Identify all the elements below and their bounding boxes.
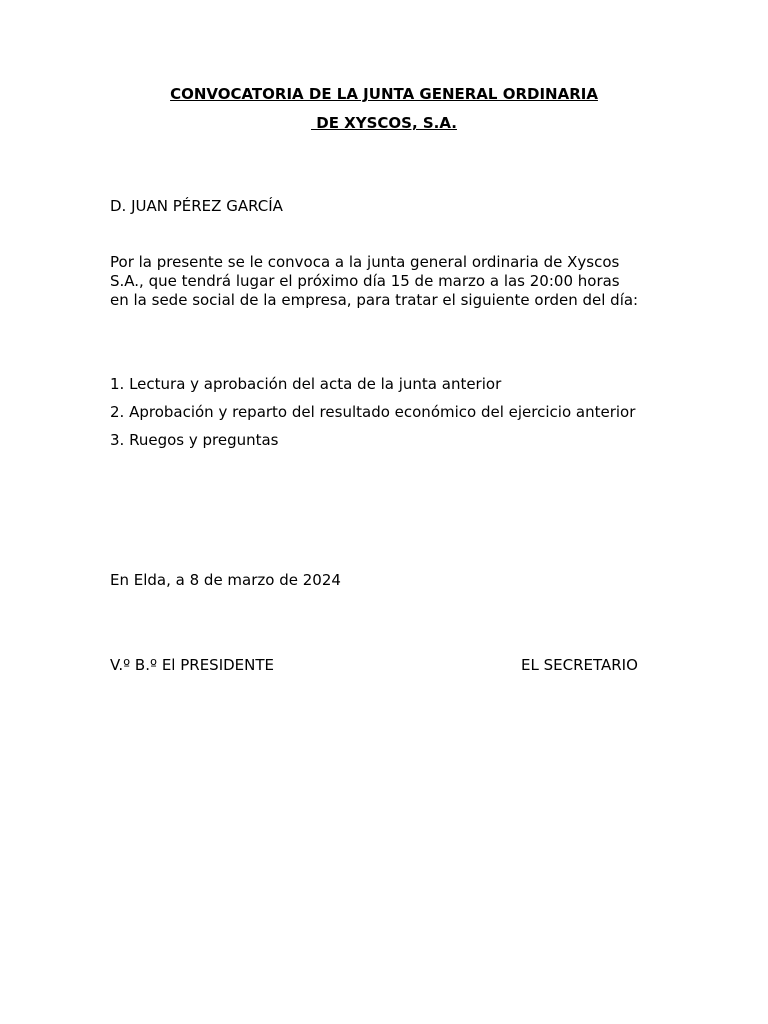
agenda-item: 1. Lectura y aprobación del acta de la junta anterior <box>110 375 502 393</box>
signature-secretary: EL SECRETARIO <box>521 656 638 674</box>
document-title-line-2: DE XYSCOS, S.A. <box>311 114 457 132</box>
place-date: En Elda, a 8 de marzo de 2024 <box>110 571 341 589</box>
body-line: S.A., que tendrá lugar el próximo día 15 de marzo a las 20:00 horas <box>110 272 620 290</box>
agenda-item: 3. Ruegos y preguntas <box>110 431 279 449</box>
recipient-name: D. JUAN PÉREZ GARCÍA <box>110 197 283 215</box>
signature-president: V.º B.º El PRESIDENTE <box>110 656 275 674</box>
agenda-item: 2. Aprobación y reparto del resultado económico del ejercicio anterior <box>110 403 636 421</box>
document-title-line-1: CONVOCATORIA DE LA JUNTA GENERAL ORDINARIA <box>170 85 598 103</box>
body-paragraph <box>110 253 638 310</box>
body-line: Por la presente se le convoca a la junta general ordinaria de Xyscos <box>110 253 620 271</box>
body-line: en la sede social de la empresa, para tratar el siguiente orden del día: <box>110 291 639 309</box>
